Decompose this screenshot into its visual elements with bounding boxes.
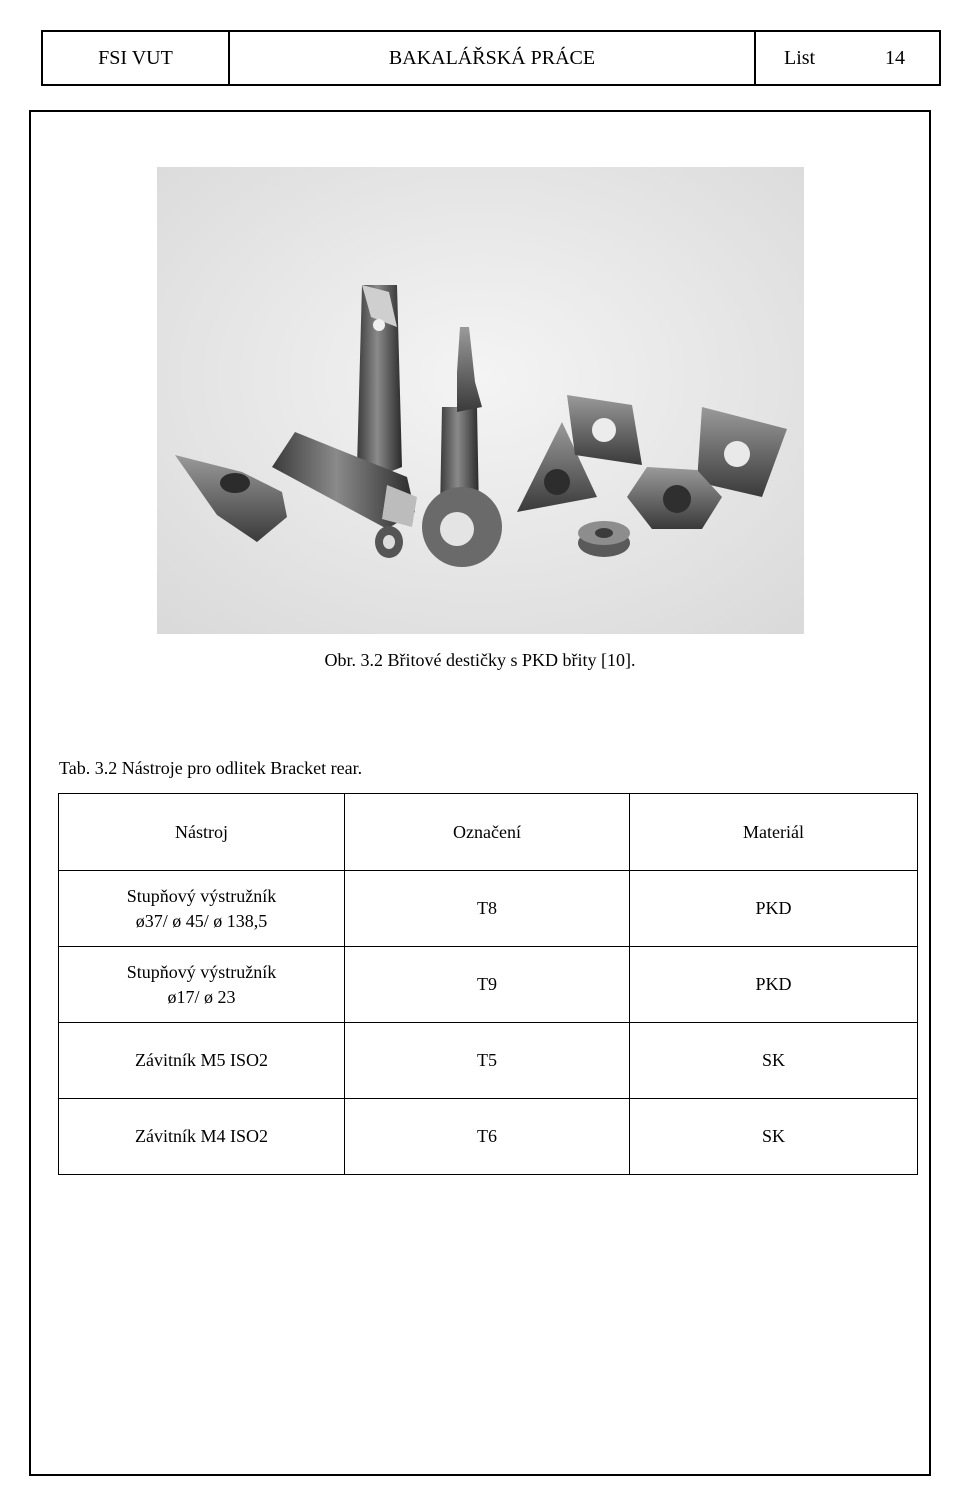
material-cell: SK xyxy=(630,1099,918,1175)
material-cell: PKD xyxy=(630,947,918,1023)
tool-dimensions: ø37/ ø 45/ ø 138,5 xyxy=(135,910,268,931)
code-cell: T6 xyxy=(345,1099,630,1175)
header-tool: Nástroj xyxy=(59,794,345,871)
list-label: List xyxy=(784,46,816,69)
page-number: 14 xyxy=(885,46,905,69)
tools-table xyxy=(58,793,918,1175)
tool-cell: Závitník M5 ISO2 xyxy=(59,1023,345,1099)
pcd-inserts-photo xyxy=(157,167,804,634)
header-code: Označení xyxy=(345,794,630,871)
school-name: FSI VUT xyxy=(43,32,230,84)
tool-cell xyxy=(59,871,345,947)
code-cell: T8 xyxy=(345,871,630,947)
material-cell: PKD xyxy=(630,871,918,947)
figure-caption: Obr. 3.2 Břitové destičky s PKD břity [10]. xyxy=(324,650,636,670)
tool-name: Stupňový výstružník xyxy=(126,962,277,983)
code-cell: T9 xyxy=(345,947,630,1023)
tool-cell: Závitník M4 ISO2 xyxy=(59,1099,345,1175)
table-caption: Tab. 3.2 Nástroje pro odlitek Bracket rear. xyxy=(59,758,363,778)
table-row xyxy=(59,947,918,1023)
code-cell: T5 xyxy=(345,1023,630,1099)
tool-name: Stupňový výstružník xyxy=(126,886,277,907)
table-row xyxy=(59,871,918,947)
table-row xyxy=(59,1023,918,1099)
page-info xyxy=(756,32,939,84)
tool-cell xyxy=(59,947,345,1023)
material-cell: SK xyxy=(630,1023,918,1099)
tool-dimensions: ø17/ ø 23 xyxy=(167,986,236,1007)
page-header xyxy=(41,30,941,86)
document-title: BAKALÁŘSKÁ PRÁCE xyxy=(230,32,756,84)
table-header-row xyxy=(59,794,918,871)
table-row xyxy=(59,1099,918,1175)
header-material: Materiál xyxy=(630,794,918,871)
